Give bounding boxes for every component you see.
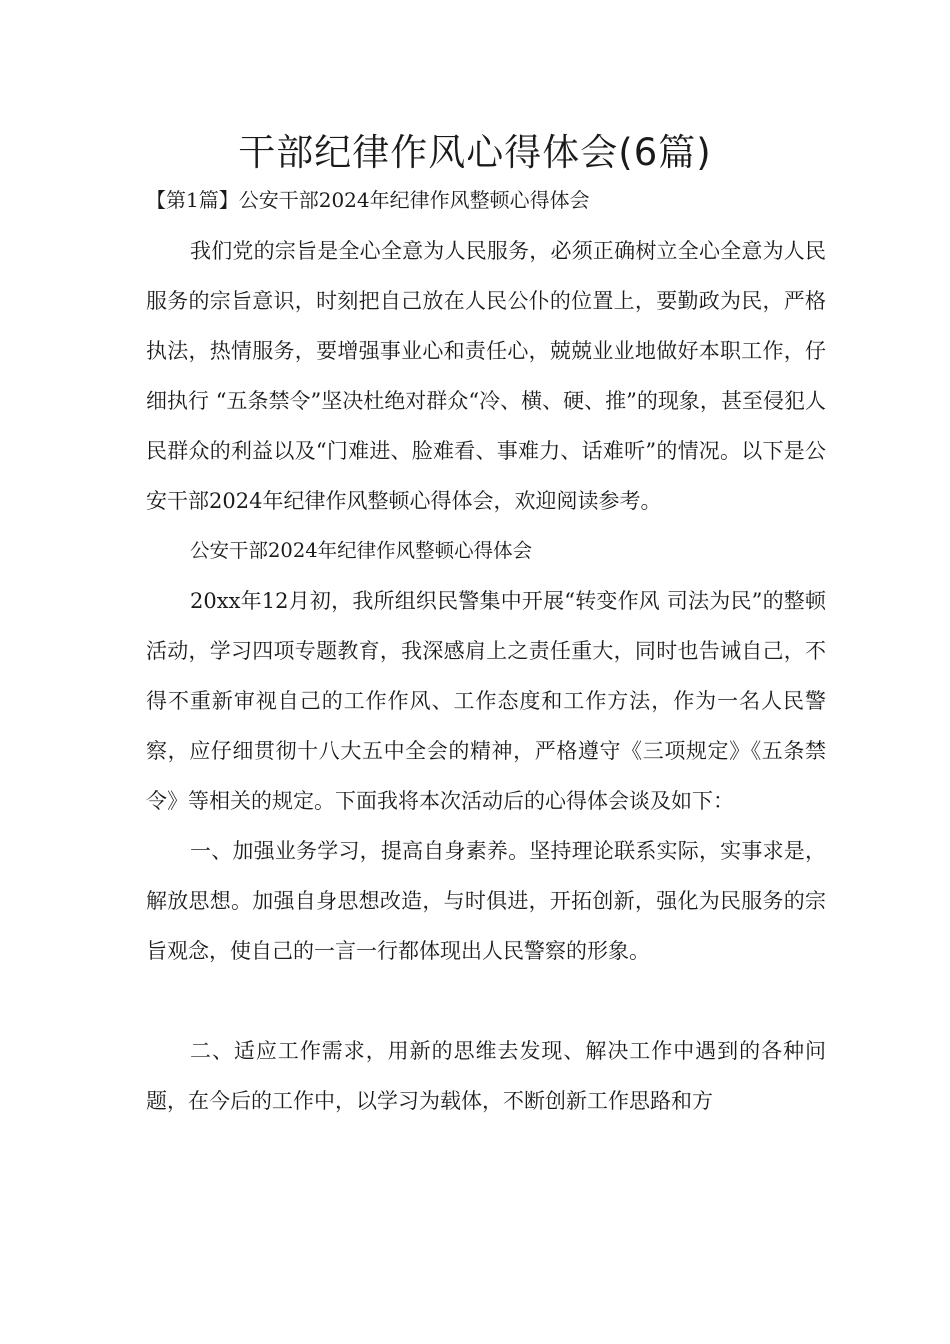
- paragraph-intro: 我们党的宗旨是全心全意为人民服务，必须正确树立全心全意为人民服务的宗旨意识，时刻把自己放在人民公仆的位置上，要勤政为民，严格执法，热情服务，要增强事业心和责任心，兢兢业业地做好本职工作，仔细执行 “五条禁令”坚决杜绝对群众“冷、横、硬、推”的现象，甚至侵犯人民群众的利益以及“门难进、脸难看、事难力、话难听”的情况。以下是公安干部2024年纪律作风整顿心得体会，欢迎阅读参考。: [146, 239, 826, 513]
- section-heading: 【第1篇】公安干部2024年纪律作风整顿心得体会: [146, 188, 590, 212]
- paragraph-subtitle: 公安干部2024年纪律作风整顿心得体会: [190, 539, 533, 562]
- document-body: [146, 226, 826, 1126]
- paragraph-activity: 20xx年12月初，我所组织民警集中开展“转变作风 司法为民”的整顿活动，学习四项专题教育，我深感肩上之责任重大，同时也告诫自己，不得不重新审视自己的工作作风、工作态度和工作方法，作为一名人民警察，应仔细贯彻十八大五中全会的精神，严格遵守《三项规定》《五条禁令》等相关的规定。下面我将本次活动后的心得体会谈及如下：: [146, 589, 826, 813]
- paragraph-point-two: 二、适应工作需求，用新的思维去发现、解决工作中遇到的各种问题，在今后的工作中，以学习为载体，不断创新工作思路和方: [146, 1039, 826, 1113]
- paragraph-point-one: 一、加强业务学习，提高自身素养。坚持理论联系实际，实事求是，解放思想。加强自身思想改造，与时俱进，开拓创新，强化为民服务的宗旨观念，使自己的一言一行都体现出人民警察的形象。: [146, 839, 826, 963]
- document-title: 干部纪律作风心得体会(6篇): [238, 131, 712, 174]
- paragraph-spacer: [146, 976, 826, 1026]
